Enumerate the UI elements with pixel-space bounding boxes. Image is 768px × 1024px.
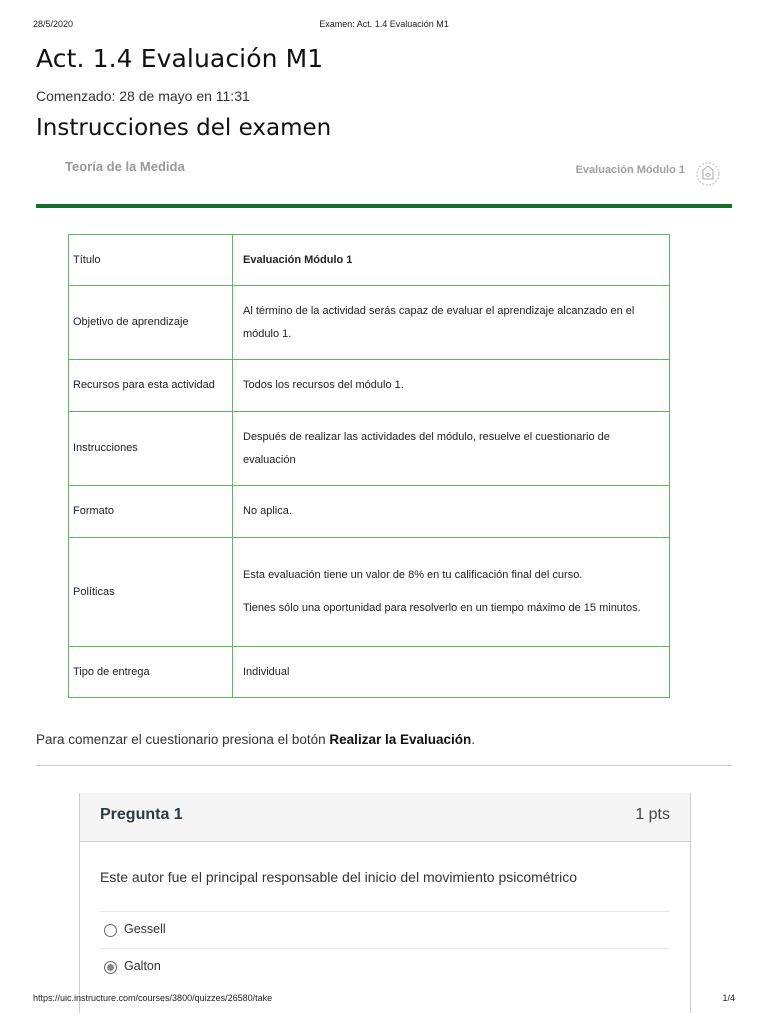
question-points: 1 pts xyxy=(635,806,670,823)
table-row xyxy=(69,412,670,486)
row-label: Formato xyxy=(69,486,233,538)
row-label: Título xyxy=(69,235,233,286)
table-row xyxy=(69,486,670,538)
print-url: https://uic.instructure.com/courses/3800/quizzes/26580/take xyxy=(33,993,273,1003)
divider xyxy=(36,765,732,766)
table-row xyxy=(69,538,670,647)
table-row xyxy=(69,647,670,698)
policy-attempts: Tienes sólo una oportunidad para resolverlo en un tiempo máximo de 15 minutos. xyxy=(243,602,641,614)
print-footer xyxy=(33,993,735,1007)
question-title: Pregunta 1 xyxy=(100,806,183,823)
answer-label: Galton xyxy=(124,959,161,973)
activity-info-table xyxy=(68,234,670,698)
answer-option[interactable] xyxy=(100,948,670,985)
row-label: Tipo de entrega xyxy=(69,647,233,698)
question-header xyxy=(80,793,690,842)
quiz-started-time: Comenzado: 28 de mayo en 11:31 xyxy=(36,88,250,104)
answer-label: Gessell xyxy=(124,922,166,936)
row-value: Todos los recursos del módulo 1. xyxy=(233,360,670,412)
table-row xyxy=(69,235,670,286)
question-card xyxy=(79,793,691,1013)
table-row xyxy=(69,360,670,412)
row-value: Al término de la actividad serás capaz de evaluar el aprendizaje alcanzado en el módulo 1. xyxy=(233,286,670,360)
answer-option[interactable] xyxy=(100,911,670,948)
radio-button-selected[interactable] xyxy=(104,961,117,974)
policy-weight: Esta evaluación tiene un valor de 8% en tu calificación final del curso. xyxy=(243,569,583,581)
start-note-prefix: Para comenzar el cuestionario presiona el botón xyxy=(36,732,330,747)
row-value: Después de realizar las actividades del módulo, resuelve el cuestionario de evaluación xyxy=(233,412,670,486)
row-label: Instrucciones xyxy=(69,412,233,486)
row-value xyxy=(233,538,670,647)
row-label: Objetivo de aprendizaje xyxy=(69,286,233,360)
answer-list xyxy=(100,911,670,985)
question-text: Este autor fue el principal responsable del inicio del movimiento psicométrico xyxy=(100,869,578,885)
course-name: Teoría de la Medida xyxy=(65,159,185,174)
instructions-heading: Instrucciones del examen xyxy=(36,115,332,141)
course-banner xyxy=(36,150,732,208)
row-value: Evaluación Módulo 1 xyxy=(233,235,670,286)
quiz-title: Act. 1.4 Evaluación M1 xyxy=(36,44,324,73)
start-note-button-name: Realizar la Evaluación xyxy=(329,732,472,747)
university-seal-icon xyxy=(694,160,722,188)
module-name: Evaluación Módulo 1 xyxy=(575,164,685,176)
radio-button[interactable] xyxy=(104,924,117,937)
print-page-number: 1/4 xyxy=(722,993,735,1003)
print-date: 28/5/2020 xyxy=(33,19,74,29)
row-label: Recursos para esta actividad xyxy=(69,360,233,412)
start-note-suffix: . xyxy=(471,732,476,747)
table-row xyxy=(69,286,670,360)
print-header xyxy=(33,19,735,33)
row-value: Individual xyxy=(233,647,670,698)
print-document-title: Examen: Act. 1.4 Evaluación M1 xyxy=(319,19,449,29)
start-instructions xyxy=(36,732,475,747)
row-value: No aplica. xyxy=(233,486,670,538)
row-label: Políticas xyxy=(69,538,233,647)
